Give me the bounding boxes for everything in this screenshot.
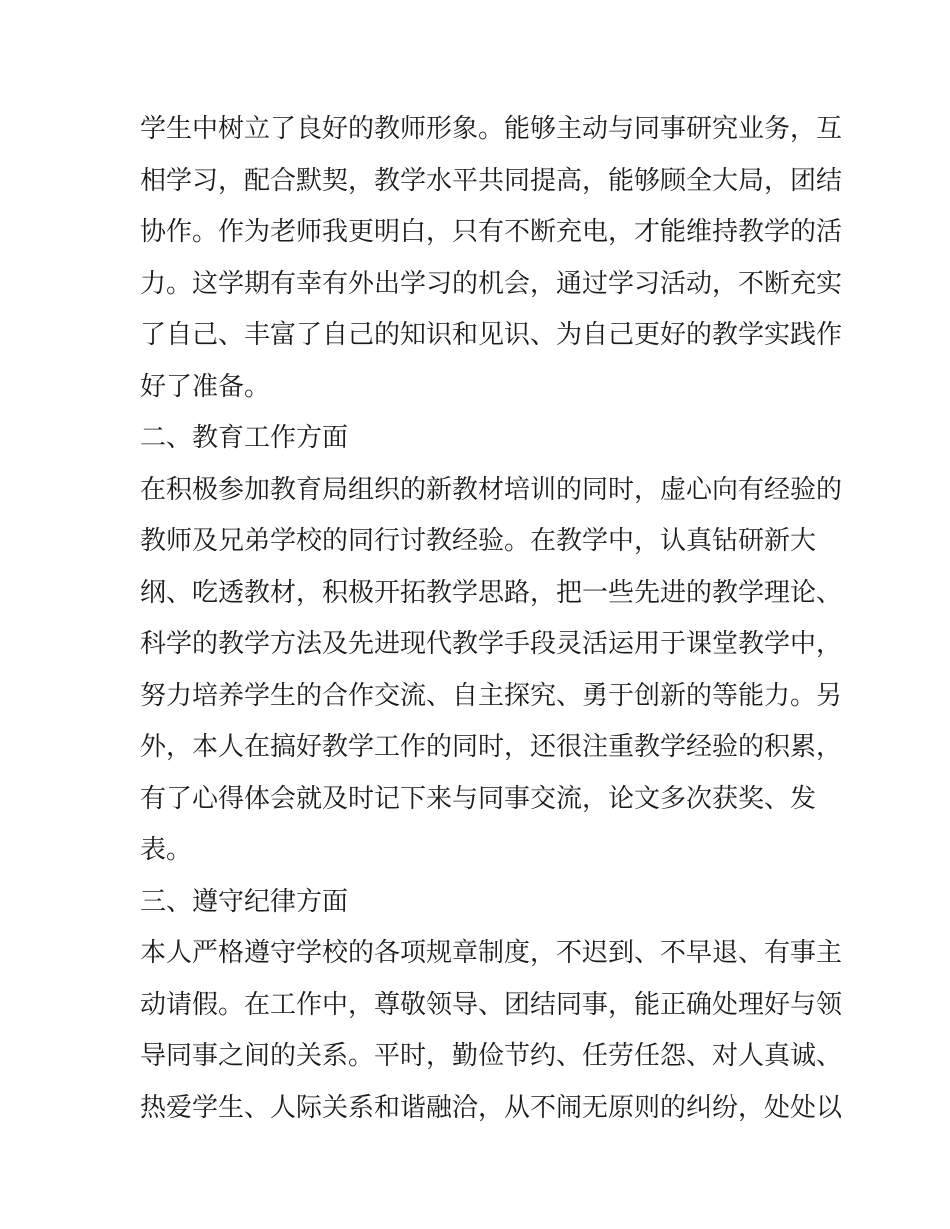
text-line: 导同事之间的关系。平时，勤俭节约、任劳任怨、对人真诚、	[140, 1041, 843, 1071]
section-heading-education: 二、教育工作方面	[140, 423, 349, 453]
text-line: 有了心得体会就及时记下来与同事交流，论文多次获奖、发	[140, 783, 817, 814]
text-line: 在积极参加教育局组织的新教材培训的同时，虚心向有经验的	[140, 474, 843, 505]
text-line: 动请假。在工作中，尊敬领导、团结同事，能正确处理好与领	[140, 989, 843, 1020]
text-line: 本人严格遵守学校的各项规章制度，不迟到、不早退、有事主	[140, 938, 843, 968]
section-heading-discipline: 三、遵守纪律方面	[140, 886, 349, 917]
text-line: 努力培养学生的合作交流、自主探究、勇于创新的等能力。另	[140, 680, 843, 711]
text-line: 协作。作为老师我更明白，只有不断充电，才能维持教学的活	[140, 217, 843, 247]
text-line: 热爱学生、人际关系和谐融洽，从不闹无原则的纠纷，处处以	[140, 1092, 843, 1123]
text-line: 科学的教学方法及先进现代教学手段灵活运用于课堂教学中，	[140, 629, 843, 659]
text-line: 好了准备。	[140, 371, 271, 402]
text-line: 表。	[140, 835, 193, 865]
text-line: 教师及兄弟学校的同行讨教经验。在教学中，认真钻研新大	[140, 526, 817, 556]
text-line: 纲、吃透教材，积极开拓教学思路，把一些先进的教学理论、	[140, 577, 843, 608]
text-line: 外，本人在搞好教学工作的同时，还很注重教学经验的积累，	[140, 732, 843, 762]
text-line: 力。这学期有幸有外出学习的机会，通过学习活动，不断充实	[140, 268, 843, 299]
body-text	[140, 104, 843, 1134]
text-line: 了自己、丰富了自己的知识和见识、为自己更好的教学实践作	[140, 320, 843, 350]
text-line: 学生中树立了良好的教师形象。能够主动与同事研究业务，互	[140, 114, 843, 144]
text-line: 相学习，配合默契，教学水平共同提高，能够顾全大局，团结	[140, 165, 843, 196]
